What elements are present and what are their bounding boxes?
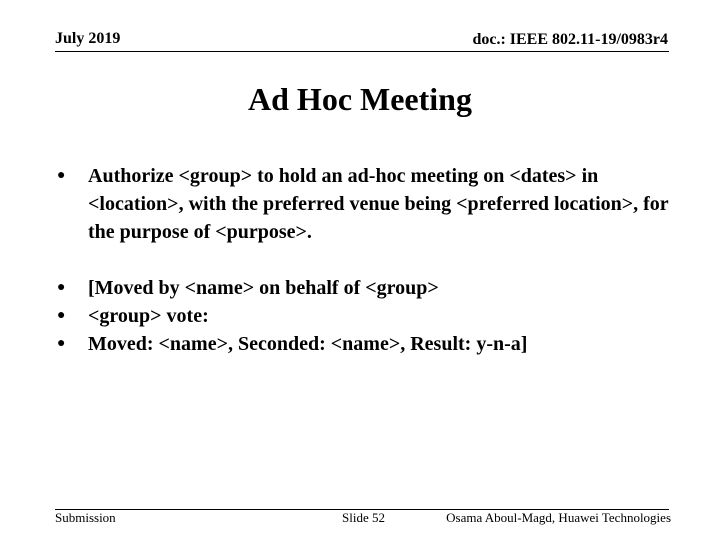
footer-slide-number: Slide 52 [342,510,385,525]
bullet-text: <group> vote: [88,305,209,327]
bullet-item-result [55,330,675,358]
bullet-icon: ● [57,168,66,183]
bullet-icon: ● [57,280,66,295]
bullet-list-vote [55,274,675,358]
header-divider [55,51,669,52]
bullet-icon: ● [57,336,66,351]
bullet-item-group-vote [55,302,675,330]
slide-title: Ad Hoc Meeting [248,81,472,117]
bullet-text: Authorize <group> to hold an ad-hoc meeting on <dates> in <location>, with the preferred venue being <preferred location>, for the purpose of <purpose>. [88,165,669,243]
footer-author: Osama Aboul-Magd, Huawei Technologies [446,510,671,525]
bullet-item-moved-by [55,274,675,302]
bullet-list-motion [55,162,675,246]
bullet-item-authorize [55,162,675,246]
footer-submission: Submission [55,510,116,525]
bullet-text: [Moved by <name> on behalf of <group> [88,277,439,299]
header-document-id: doc.: IEEE 802.11-19/0983r4 [472,31,668,48]
bullet-text: Moved: <name>, Seconded: <name>, Result: y-n-a] [88,333,528,355]
spacer [55,246,675,274]
header-date: July 2019 [55,30,121,47]
slide-body [55,162,675,358]
bullet-icon: ● [57,308,66,323]
